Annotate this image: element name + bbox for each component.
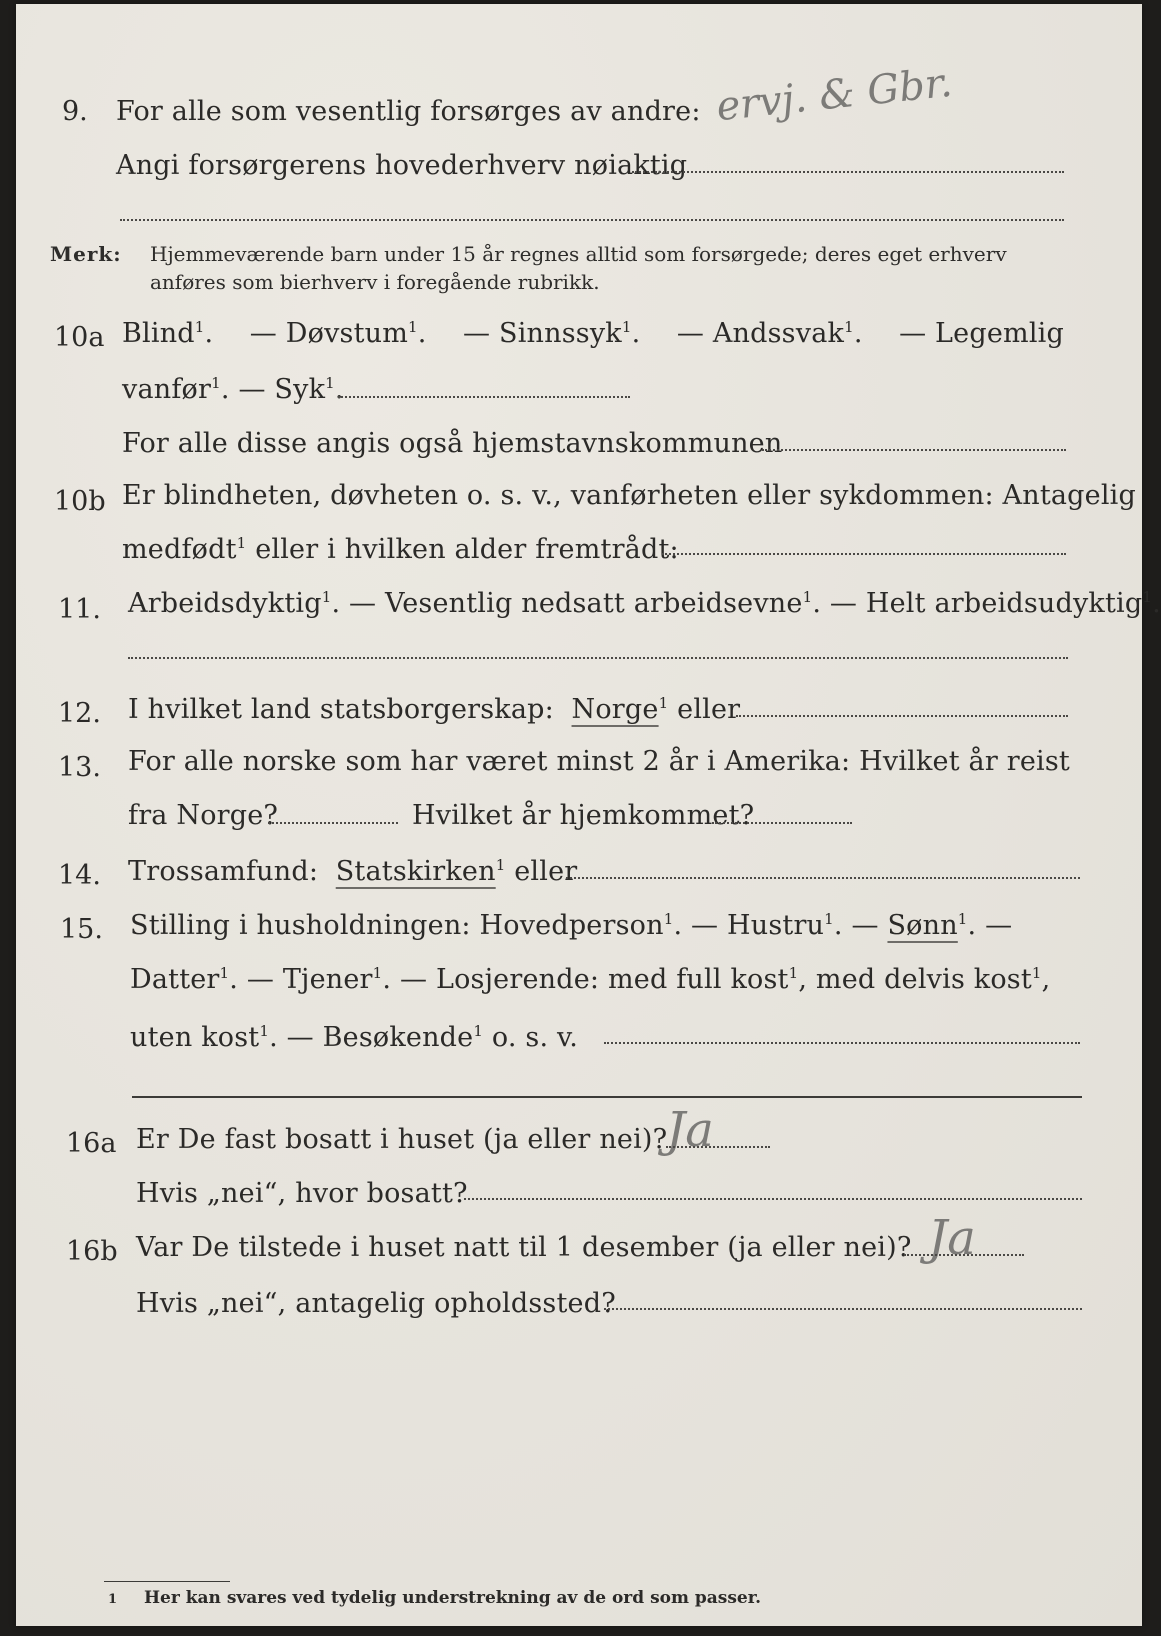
- footnote-separator: [104, 1581, 230, 1582]
- q10a-number: 10a: [54, 322, 105, 353]
- q11-number: 11.: [58, 594, 101, 625]
- q16b-line1: Var De tilstede i huset natt til 1 desember (ja eller nei)?: [136, 1232, 912, 1263]
- q11-answer-line: [128, 657, 1068, 659]
- q10a-line2: vanfør$^1$. — Syk$^1$.: [122, 374, 344, 405]
- q14-underlined-answer: Statskirken: [335, 856, 496, 887]
- q13-number: 13.: [58, 752, 101, 783]
- q9-extra-line: [120, 219, 1064, 221]
- q10a-line3: For alle disse angis også hjemstavnskommunen: [122, 428, 783, 459]
- q10b-line2: medfødt$^1$ eller i hvilken alder fremtrådt:: [122, 534, 679, 565]
- q10b-number: 10b: [54, 486, 106, 517]
- q9-answer-line: [632, 171, 1064, 173]
- q9-number: 9.: [62, 96, 88, 127]
- q13-line2b: Hvilket år hjemkommet?: [412, 800, 755, 831]
- q16a-number: 16a: [66, 1128, 117, 1159]
- q13-line1: For alle norske som har været minst 2 år i Amerika: Hvilket år reist: [128, 746, 1070, 777]
- q11-line1: Arbeidsdyktig$^1$. — Vesentlig nedsatt arbeidsevne$^1$. — Helt arbeidsudyktig$^1$.: [128, 588, 1161, 619]
- census-form-page: [16, 4, 1161, 1626]
- q10a-line1: Blind$^1$. — Døvstum$^1$. — Sinnssyk$^1$. — Andssvak$^1$. — Legemlig: [122, 318, 1064, 349]
- q16b-number: 16b: [66, 1236, 118, 1267]
- q12-answer-line: [736, 715, 1068, 717]
- q14-number: 14.: [58, 860, 101, 891]
- q15-line1: Stilling i husholdningen: Hovedperson$^1$. — Hustru$^1$. — Sønn$^1$. —: [130, 910, 1013, 941]
- q10b-answer-line: [662, 553, 1066, 555]
- q10b-line1: Er blindheten, døvheten o. s. v., vanførheten eller sykdommen: Antagelig: [122, 480, 1136, 511]
- q16a-residence-line: [464, 1198, 1082, 1200]
- q16b-handwritten-answer: Ja: [928, 1210, 976, 1266]
- note-line1: Hjemmeværende barn under 15 år regnes alltid som forsørgede; deres eget erhverv: [150, 242, 1007, 266]
- q16a-line2: Hvis „nei“, hvor bosatt?: [136, 1178, 468, 1209]
- q16b-whereabouts-line: [604, 1308, 1082, 1310]
- footnote-mark: 1: [108, 1592, 118, 1607]
- q15-line2: Datter$^1$. — Tjener$^1$. — Losjerende: med full kost$^1$, med delvis kost$^1$,: [130, 964, 1051, 995]
- footnote-text: Her kan svares ved tydelig understrekning av de ord som passer.: [144, 1588, 762, 1608]
- q14-answer-line: [566, 877, 1080, 879]
- q12-number: 12.: [58, 698, 101, 729]
- q15-number: 15.: [60, 914, 103, 945]
- note-label: Merk:: [50, 242, 122, 266]
- q13-left-norway-line: [268, 822, 398, 824]
- q12-line: I hvilket land statsborgerskap: Norge$^1$ eller: [128, 694, 741, 725]
- q10a-home-municipality-line: [762, 449, 1066, 451]
- q10a-answer-line: [338, 396, 630, 398]
- q16a-answer-line: [666, 1146, 770, 1148]
- note-line2: anføres som bierhverv i foregående rubrikk.: [150, 270, 600, 294]
- q9-handwritten-answer: ervj. & Gbr.: [714, 59, 955, 131]
- q16a-handwritten-answer: Ja: [666, 1102, 714, 1158]
- q16b-line2: Hvis „nei“, antagelig opholdssted?: [136, 1288, 616, 1319]
- q15-extra-line: [132, 1096, 1082, 1098]
- q15-underlined-answer: Sønn: [887, 910, 958, 941]
- q16a-line1: Er De fast bosatt i huset (ja eller nei)?: [136, 1124, 668, 1155]
- q9-line2: Angi forsørgerens hovederhverv nøiaktig: [116, 150, 688, 181]
- q12-underlined-answer: Norge: [571, 694, 659, 725]
- q13-returned-line: [712, 822, 852, 824]
- q15-line3: uten kost$^1$. — Besøkende$^1$ o. s. v.: [130, 1022, 579, 1053]
- q15-answer-line: [604, 1042, 1080, 1044]
- q13-line2a: fra Norge?: [128, 800, 279, 831]
- q16b-answer-line: [904, 1254, 1024, 1256]
- q9-line1: For alle som vesentlig forsørges av andre:: [116, 96, 701, 127]
- q14-line: Trossamfund: Statskirken$^1$ eller: [128, 856, 578, 887]
